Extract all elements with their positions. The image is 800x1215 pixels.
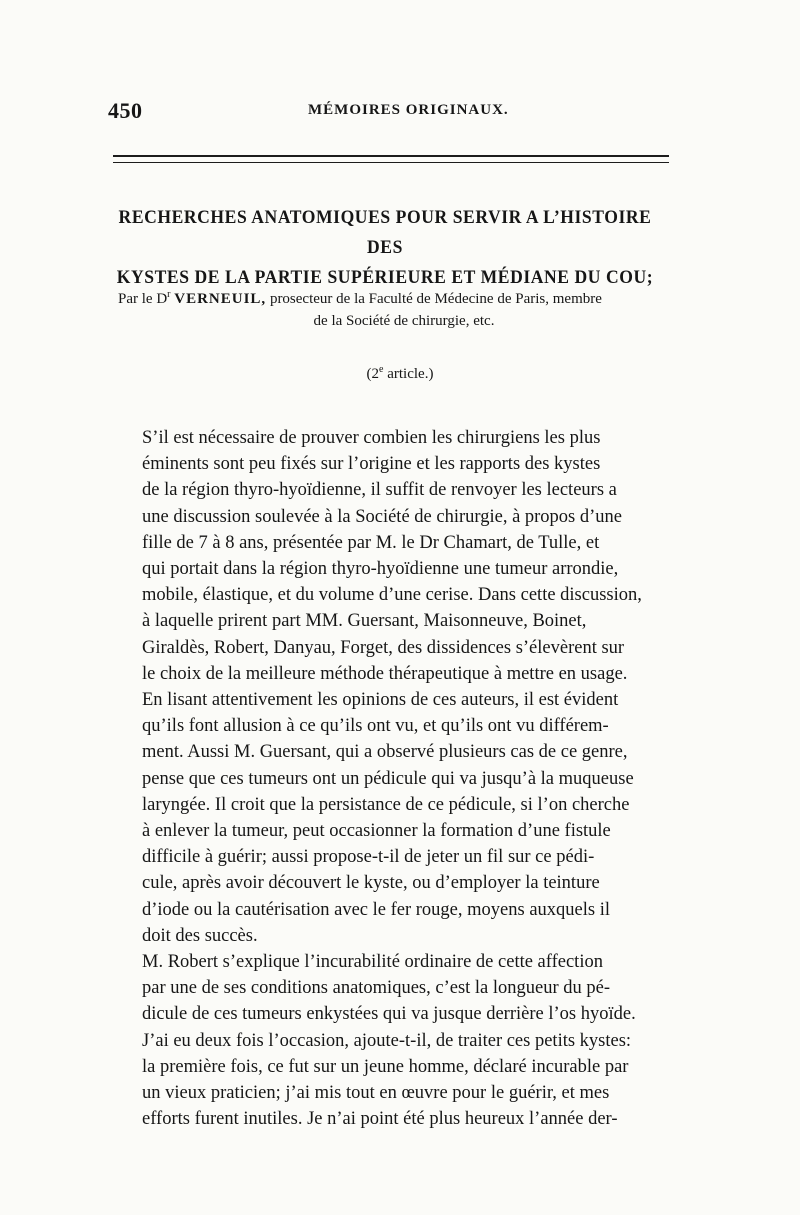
text-line: la première fois, ce fut sur un jeune homme, déclaré incurable par bbox=[142, 1056, 629, 1077]
text-line: un vieux praticien; j’ai mis tout en œuvre pour le guérir, et mes bbox=[142, 1083, 610, 1104]
running-head bbox=[108, 98, 668, 128]
text-line: pense que ces tumeurs ont un pédicule qui va jusqu’à la muqueuse bbox=[142, 768, 634, 789]
text-line: Giraldès, Robert, Danyau, Forget, des dissidences s’élevèrent sur bbox=[142, 637, 625, 658]
text-line: mobile, élastique, et du volume d’une cerise. Dans cette discussion, bbox=[142, 585, 642, 606]
text-line: difficile à guérir; aussi propose-t-il de jeter un fil sur ce pédi- bbox=[142, 847, 595, 868]
text-line: ment. Aussi M. Guersant, qui a observé plusieurs cas de ce genre, bbox=[142, 742, 628, 763]
text-line: à enlever la tumeur, peut occasionner la formation d’une fistule bbox=[142, 821, 611, 842]
author-name: VERNEUIL, bbox=[174, 291, 267, 307]
byline-prefix-sup: r bbox=[167, 289, 171, 300]
text-line: éminents sont peu fixés sur l’origine et les rapports des kystes bbox=[142, 454, 601, 475]
text-line: le choix de la meilleure méthode thérapeutique à mettre en usage. bbox=[142, 663, 628, 684]
double-rule-divider bbox=[113, 155, 669, 163]
text-line: à laquelle prirent part MM. Guersant, Maisonneuve, Boinet, bbox=[142, 611, 587, 632]
text-line: d’iode ou la cautérisation avec le fer rouge, moyens auxquels il bbox=[142, 899, 610, 920]
byline-prefix: Par le D bbox=[118, 291, 168, 307]
byline bbox=[118, 288, 690, 332]
text-line: dicule de ces tumeurs enkystées qui va jusque derrière l’os hyoïde. bbox=[142, 1004, 636, 1025]
text-line: cule, après avoir découvert le kyste, ou d’employer la teinture bbox=[142, 873, 600, 894]
article-number-sup: e bbox=[379, 364, 384, 375]
text-line: fille de 7 à 8 ans, présentée par M. le Dr Chamart, de Tulle, et bbox=[142, 532, 600, 553]
text-line: de la région thyro-hyoïdienne, il suffit de renvoyer les lecteurs a bbox=[142, 480, 617, 501]
byline-rest: prosecteur de la Faculté de Médecine de Paris, membre bbox=[266, 291, 602, 307]
article-title-line-2: KYSTES DE LA PARTIE SUPÉRIEURE ET MÉDIANE DU COU; bbox=[116, 268, 654, 288]
paragraph bbox=[112, 949, 684, 1132]
article-number bbox=[0, 366, 800, 383]
article-number-suffix: article.) bbox=[383, 366, 434, 382]
body-text bbox=[112, 425, 684, 1132]
text-line: En lisant attentivement les opinions de ces auteurs, il est évident bbox=[142, 690, 619, 711]
page-number: 450 bbox=[108, 98, 143, 123]
text-line: J’ai eu deux fois l’occasion, ajoute-t-il, de traiter ces petits kystes: bbox=[142, 1030, 632, 1051]
article-title bbox=[100, 203, 670, 293]
paragraph bbox=[112, 425, 684, 949]
text-line: M. Robert s’explique l’incurabilité ordinaire de cette affection bbox=[142, 952, 603, 973]
text-line: laryngée. Il croit que la persistance de ce pédicule, si l’on cherche bbox=[142, 794, 630, 815]
text-line: S’il est nécessaire de prouver combien les chirurgiens les plus bbox=[142, 428, 601, 448]
text-line: efforts furent inutiles. Je n’ai point été plus heureux l’année der- bbox=[142, 1109, 618, 1130]
text-line: qui portait dans la région thyro-hyoïdienne une tumeur arrondie, bbox=[142, 559, 619, 580]
text-line: doit des succès. bbox=[142, 925, 258, 946]
article-number-prefix: (2 bbox=[366, 366, 380, 382]
text-line: une discussion soulevée à la Société de chirurgie, à propos d’une bbox=[142, 506, 623, 527]
byline-line-1 bbox=[118, 288, 690, 310]
text-line: qu’ils font allusion à ce qu’ils ont vu, et qu’ils ont vu différem- bbox=[142, 716, 609, 737]
section-title: MÉMOIRES ORIGINAUX. bbox=[308, 102, 509, 118]
byline-line-2: de la Société de chirurgie, etc. bbox=[313, 313, 495, 329]
article-title-line-1: RECHERCHES ANATOMIQUES POUR SERVIR A L’HISTOIRE DES bbox=[118, 208, 652, 258]
text-line: par une de ses conditions anatomiques, c’est la longueur du pé- bbox=[142, 978, 611, 999]
